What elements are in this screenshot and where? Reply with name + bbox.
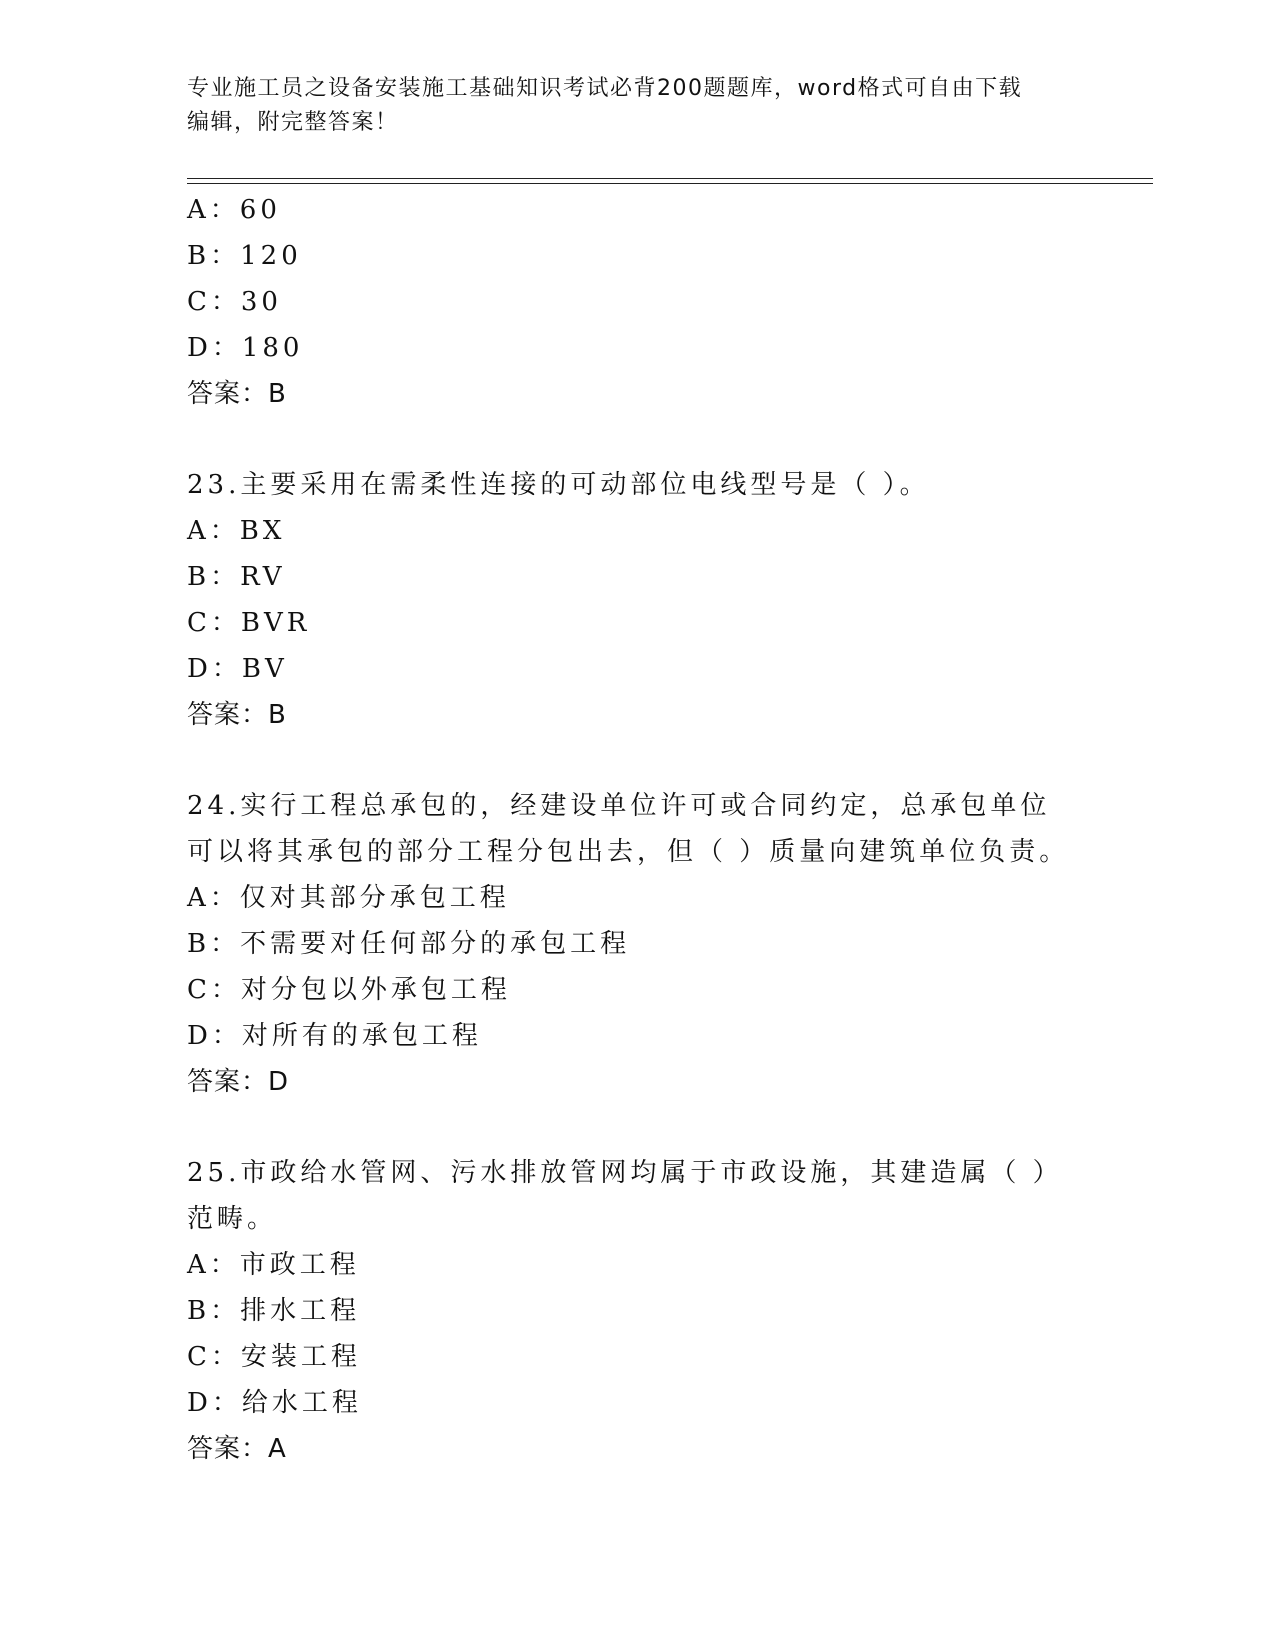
option-b: B：不需要对任何部分的承包工程 xyxy=(187,929,631,959)
header-divider-bottom xyxy=(187,183,1153,184)
question-23 xyxy=(187,462,1077,738)
question-25 xyxy=(187,1150,1077,1472)
option-d: D：180 xyxy=(187,333,304,363)
option-a: A：市政工程 xyxy=(187,1250,360,1280)
option-a: A：BX xyxy=(187,516,286,546)
option-d: D：给水工程 xyxy=(187,1388,362,1418)
option-a: A：60 xyxy=(187,195,281,225)
option-c: C：对分包以外承包工程 xyxy=(187,975,511,1005)
answer-line: 答案：D xyxy=(187,1067,290,1097)
question-text: 25.市政给水管网、污水排放管网均属于市政设施，其建造属（ ）范畴。 xyxy=(187,1158,1063,1234)
option-b: B：120 xyxy=(187,241,302,271)
answer-line: 答案：B xyxy=(187,379,287,409)
question-text: 24.实行工程总承包的，经建设单位许可或合同约定，总承包单位可以将其承包的部分工程分包出去，但（ ）质量向建筑单位负责。 xyxy=(187,791,1070,867)
option-b: B：排水工程 xyxy=(187,1296,361,1326)
answer-line: 答案：B xyxy=(187,700,287,730)
answer-line: 答案：A xyxy=(187,1434,287,1464)
question-list xyxy=(187,187,1077,1472)
option-c: C：30 xyxy=(187,287,282,317)
header-line-1: 专业施工员之设备安装施工基础知识考试必背200题题库，word格式可自由下载 xyxy=(187,76,1023,101)
question-22-continued xyxy=(187,187,1077,417)
question-text: 23.主要采用在需柔性连接的可动部位电线型号是（ ）。 xyxy=(187,470,930,500)
option-d: D：BV xyxy=(187,654,288,684)
document-header xyxy=(187,72,1067,140)
option-c: C：安装工程 xyxy=(187,1342,361,1372)
option-c: C：BVR xyxy=(187,608,311,638)
header-divider-top xyxy=(187,178,1153,179)
question-24 xyxy=(187,783,1077,1105)
option-b: B：RV xyxy=(187,562,286,592)
header-line-2: 编辑，附完整答案！ xyxy=(187,110,399,135)
option-d: D：对所有的承包工程 xyxy=(187,1021,482,1051)
option-a: A：仅对其部分承包工程 xyxy=(187,883,510,913)
